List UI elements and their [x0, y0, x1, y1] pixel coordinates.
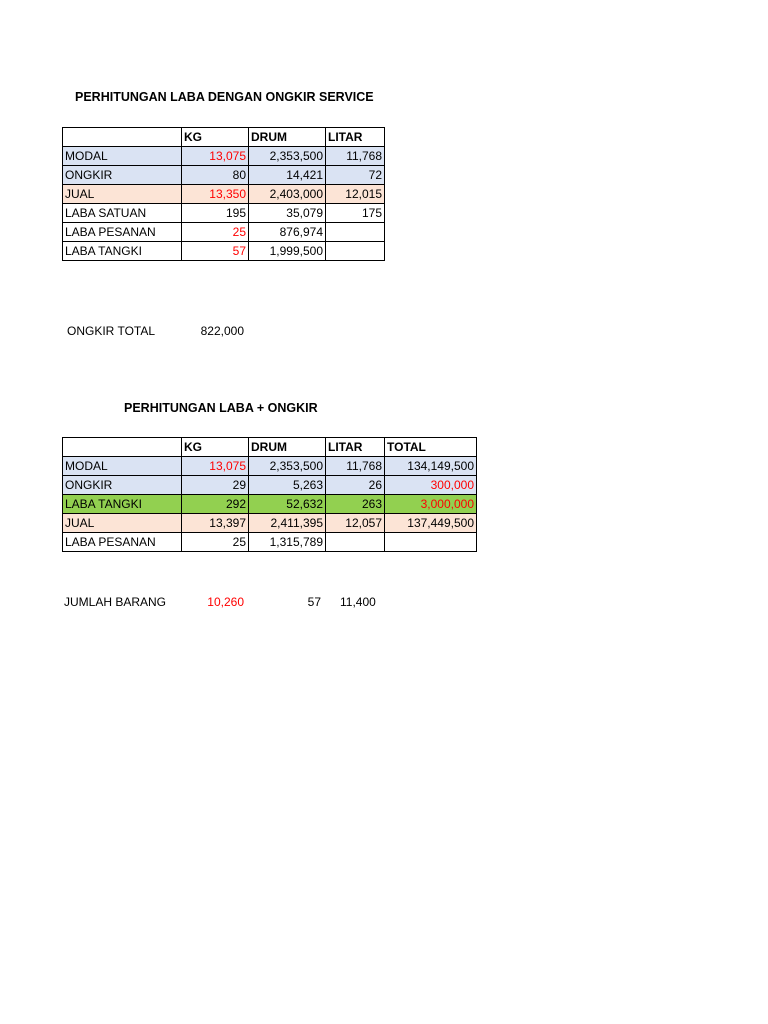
row-label: LABA PESANAN: [63, 533, 182, 552]
cell-drum: 2,411,395: [249, 514, 326, 533]
cell-litar: 26: [326, 476, 385, 495]
cell-kg: 13,350: [182, 185, 249, 204]
cell-total: 137,449,500: [385, 514, 477, 533]
table-row: [63, 147, 385, 166]
cell-drum: 35,079: [249, 204, 326, 223]
table-row: [63, 242, 385, 261]
header-cell: KG: [182, 128, 249, 147]
header-cell: DRUM: [249, 128, 326, 147]
header-cell: LITAR: [326, 128, 385, 147]
row-label: ONGKIR: [63, 166, 182, 185]
cell-drum: 52,632: [249, 495, 326, 514]
profit-table-ongkir: [62, 437, 477, 552]
header-cell: KG: [182, 438, 249, 457]
cell-litar: 12,015: [326, 185, 385, 204]
jumlah-barang-litar: 11,400: [340, 595, 376, 609]
header-cell: LITAR: [326, 438, 385, 457]
cell-kg: 25: [182, 533, 249, 552]
jumlah-barang-drum: 57: [307, 595, 321, 609]
cell-litar: 175: [326, 204, 385, 223]
table-header-row: [63, 438, 477, 457]
profit-table-service: [62, 127, 385, 261]
cell-total: 3,000,000: [385, 495, 477, 514]
ongkir-total-label: ONGKIR TOTAL: [67, 324, 156, 338]
cell-drum: 2,403,000: [249, 185, 326, 204]
row-label: LABA SATUAN: [63, 204, 182, 223]
cell-drum: 2,353,500: [249, 147, 326, 166]
row-label: LABA TANGKI: [63, 495, 182, 514]
cell-kg: 29: [182, 476, 249, 495]
row-label: MODAL: [63, 457, 182, 476]
cell-drum: 5,263: [249, 476, 326, 495]
cell-drum: 876,974: [249, 223, 326, 242]
row-label: JUAL: [63, 514, 182, 533]
table-row: [63, 495, 477, 514]
table-row: [63, 476, 477, 495]
cell-litar: 11,768: [326, 147, 385, 166]
cell-total: 134,149,500: [385, 457, 477, 476]
cell-drum: 1,999,500: [249, 242, 326, 261]
cell-total: [385, 533, 477, 552]
header-cell: TOTAL: [385, 438, 477, 457]
cell-litar: [326, 223, 385, 242]
cell-kg: 13,075: [182, 457, 249, 476]
header-cell: DRUM: [249, 438, 326, 457]
cell-drum: 1,315,789: [249, 533, 326, 552]
cell-litar: [326, 242, 385, 261]
cell-kg: 292: [182, 495, 249, 514]
cell-litar: 263: [326, 495, 385, 514]
row-label: MODAL: [63, 147, 182, 166]
cell-litar: [326, 533, 385, 552]
cell-kg: 195: [182, 204, 249, 223]
cell-total: 300,000: [385, 476, 477, 495]
jumlah-barang-kg: 10,260: [207, 595, 244, 609]
cell-kg: 25: [182, 223, 249, 242]
row-label: LABA TANGKI: [63, 242, 182, 261]
ongkir-total-value: 822,000: [200, 324, 244, 338]
cell-kg: 57: [182, 242, 249, 261]
section2-title: PERHITUNGAN LABA + ONGKIR: [124, 401, 318, 415]
table-row: [63, 204, 385, 223]
row-label: LABA PESANAN: [63, 223, 182, 242]
table-row: [63, 533, 477, 552]
section1-title: PERHITUNGAN LABA DENGAN ONGKIR SERVICE: [75, 90, 374, 104]
header-cell: [63, 438, 182, 457]
header-cell: [63, 128, 182, 147]
cell-drum: 14,421: [249, 166, 326, 185]
cell-kg: 13,397: [182, 514, 249, 533]
cell-kg: 13,075: [182, 147, 249, 166]
cell-litar: 12,057: [326, 514, 385, 533]
table-header-row: [63, 128, 385, 147]
cell-litar: 11,768: [326, 457, 385, 476]
table-row: [63, 185, 385, 204]
table-row: [63, 457, 477, 476]
table-row: [63, 514, 477, 533]
row-label: ONGKIR: [63, 476, 182, 495]
jumlah-barang-label: JUMLAH BARANG: [64, 595, 167, 609]
cell-kg: 80: [182, 166, 249, 185]
table-row: [63, 223, 385, 242]
row-label: JUAL: [63, 185, 182, 204]
cell-litar: 72: [326, 166, 385, 185]
cell-drum: 2,353,500: [249, 457, 326, 476]
table-row: [63, 166, 385, 185]
